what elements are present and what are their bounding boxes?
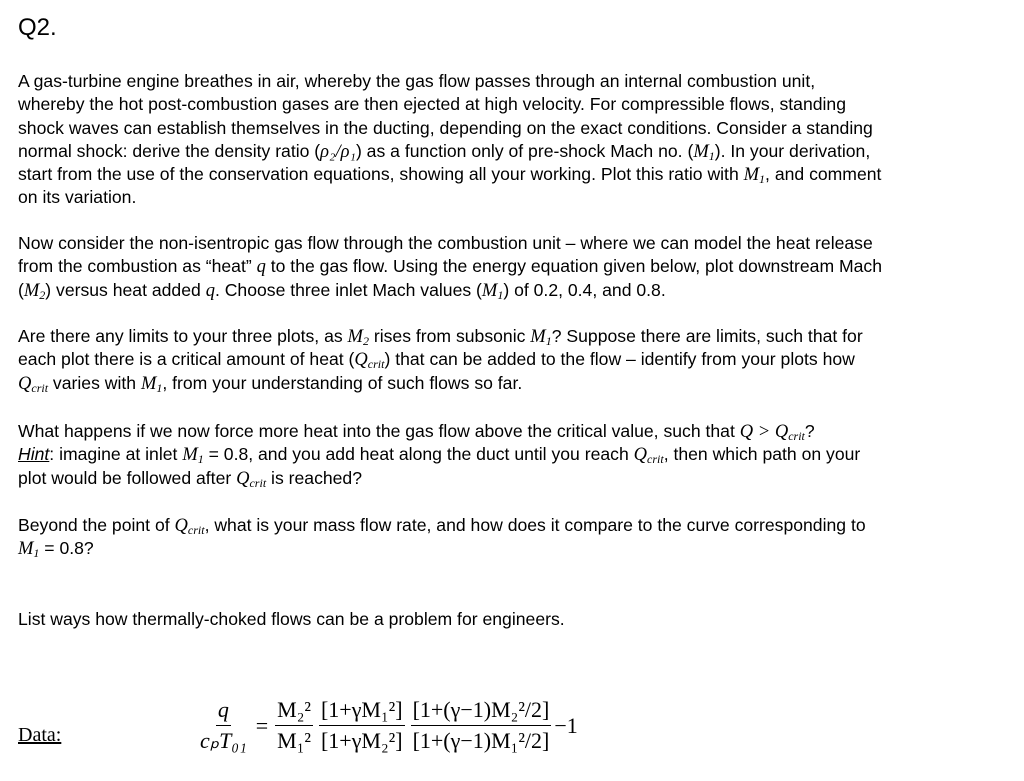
text-run: shock waves can establish themselves in the ducting, depending on the exact conditions. Consider a standing	[18, 117, 873, 138]
math-base: Q	[633, 445, 648, 466]
lhs-numerator: q	[216, 696, 231, 726]
text-run: ). In your derivation,	[714, 140, 871, 161]
math-base: Q	[18, 373, 32, 394]
math-symbol	[320, 142, 356, 162]
momentum-denominator: [1+γM₂²]	[320, 728, 403, 753]
math-symbol	[182, 445, 203, 465]
text-run: List ways how thermally-choked flows can be a problem for engineers.	[18, 609, 565, 629]
text-run: plot would be followed after	[18, 467, 237, 488]
math-base: M	[347, 327, 363, 347]
math-base: M	[182, 445, 198, 466]
math-symbol	[18, 539, 39, 559]
text-run: start from the use of the conservation equations, showing all your working. Plot this ratio with	[18, 164, 744, 185]
text-line	[18, 348, 863, 371]
math-base: Q > Q	[739, 422, 789, 442]
minus-one: −1	[554, 712, 578, 738]
lhs-fraction	[198, 696, 249, 755]
text-run: : imagine at inlet	[49, 444, 183, 465]
math-symbol	[206, 281, 215, 301]
momentum-numerator: [1+γM₁²]	[319, 696, 405, 726]
text-run: ) versus heat added	[45, 279, 206, 300]
text-line	[18, 255, 882, 278]
paragraph	[18, 608, 565, 631]
text-run: on its variation.	[18, 187, 137, 208]
text-run: to the gas flow. Using the energy equation given below, plot downstream Mach	[265, 256, 883, 277]
math-base: Q	[174, 516, 188, 536]
text-line	[18, 372, 863, 395]
text-line	[18, 70, 881, 93]
math-base: Q	[236, 468, 250, 489]
math-subscript: 1	[759, 172, 766, 187]
text-run: ? Suppose there are limits, such that for	[551, 326, 863, 346]
paragraph	[18, 70, 881, 210]
text-run: Are there any limits to your three plots, as	[18, 326, 348, 346]
math-symbol	[18, 374, 48, 394]
math-base: q	[205, 280, 215, 301]
lhs-denominator: cₚT₀₁	[200, 728, 247, 753]
text-run: A gas-turbine engine breathes in air, whereby the gas flow passes through an internal combustion unit,	[18, 71, 816, 91]
math-subscript: crit	[249, 475, 267, 490]
math-base: M	[481, 280, 498, 301]
text-run: is reached?	[266, 467, 363, 488]
text-run: varies with	[48, 372, 141, 393]
text-run: whereby the hot post-combustion gases are then ejected at high velocity. For compressible flows, standing	[18, 94, 846, 115]
mach-ratio-denominator: M₁²	[277, 728, 311, 753]
text-run: ?	[804, 421, 815, 441]
math-subscript: crit	[788, 429, 805, 443]
text-run: , from your understanding of such flows so far.	[162, 372, 523, 393]
text-line	[18, 443, 860, 466]
energy-equation	[195, 696, 578, 755]
math-base: M	[140, 373, 157, 394]
text-run: each plot there is a critical amount of heat (	[18, 349, 355, 370]
math-subscript: 1	[497, 287, 504, 302]
text-run: ) of 0.2, 0.4, and 0.8.	[503, 279, 666, 300]
math-symbol	[141, 374, 162, 394]
math-base: M	[693, 141, 709, 162]
text-run: , what is your mass flow rate, and how does it compare to the curve corresponding to	[204, 515, 866, 535]
math-symbol	[740, 422, 805, 442]
math-symbol	[530, 327, 551, 347]
math-symbol	[175, 516, 205, 536]
text-run: Now consider the non-isentropic gas flow through the combustion unit – where we can model the heat release	[18, 233, 873, 253]
text-run: ) as a function only of pre-shock Mach no. (	[355, 140, 694, 161]
text-line	[18, 117, 881, 140]
math-subscript: 1	[197, 452, 204, 467]
text-run: , then which path on your	[663, 444, 861, 465]
data-label: Data:	[18, 724, 62, 746]
math-symbol	[348, 327, 369, 347]
paragraph	[18, 420, 860, 490]
math-subscript: crit	[187, 523, 205, 537]
math-subscript: crit	[647, 452, 664, 467]
temperature-numerator: [1+(γ−1)M₂²/2]	[411, 696, 552, 726]
math-symbol	[236, 469, 266, 489]
math-subscript: crit	[31, 380, 49, 395]
math-subscript: 1	[545, 334, 552, 348]
text-line	[18, 325, 863, 348]
math-symbol	[257, 257, 266, 277]
math-symbol	[354, 350, 384, 370]
paragraph	[18, 232, 882, 302]
math-base: M	[18, 539, 34, 560]
text-line	[18, 232, 882, 255]
math-symbol	[634, 445, 664, 465]
math-symbol	[482, 281, 503, 301]
text-line	[18, 420, 860, 443]
text-run: ) that can be added to the flow – identify from your plots how	[384, 349, 855, 370]
math-subscript: 2	[362, 334, 369, 348]
math-base: M	[743, 165, 760, 186]
text-line	[18, 93, 881, 116]
text-run: rises from subsonic	[368, 326, 531, 346]
temperature-denominator: [1+(γ−1)M₁²/2]	[412, 728, 550, 753]
text-run: , and comment	[765, 164, 882, 185]
text-line	[18, 186, 881, 209]
question-title: Q2.	[18, 14, 57, 41]
math-base: q	[256, 257, 266, 278]
temperature-fraction	[411, 696, 552, 755]
math-subscript: crit	[367, 357, 385, 372]
math-base: Q	[354, 350, 368, 371]
math-subscript: 1	[33, 546, 40, 561]
math-subscript: 1	[708, 148, 715, 163]
text-line	[18, 140, 881, 163]
momentum-fraction	[319, 696, 405, 755]
math-subscript: 1	[156, 380, 163, 395]
math-symbol	[693, 142, 714, 162]
math-base: ρ₂/ρ₁	[320, 141, 356, 162]
paragraph	[18, 325, 863, 395]
math-base: M	[530, 327, 546, 347]
text-line	[18, 279, 882, 302]
mach-ratio-numerator: M₂²	[275, 696, 313, 726]
text-line	[18, 608, 565, 631]
text-run: = 0.8, and you add heat along the duct until you reach	[203, 444, 634, 465]
text-run: = 0.8?	[39, 538, 94, 559]
text-run: Beyond the point of	[18, 515, 175, 535]
text-run: normal shock: derive the density ratio (	[18, 140, 321, 161]
hint-label: Hint	[18, 444, 50, 465]
text-line	[18, 467, 860, 490]
math-symbol	[24, 281, 45, 301]
text-run: What happens if we now force more heat into the gas flow above the critical value, such that	[18, 421, 740, 441]
text-line	[18, 514, 866, 537]
math-base: M	[23, 280, 40, 301]
text-run: from the combustion as “heat”	[18, 256, 257, 277]
text-line	[18, 163, 881, 186]
text-run: (	[18, 279, 24, 300]
math-symbol	[744, 165, 765, 185]
mach-ratio-fraction	[275, 696, 313, 755]
math-subscript: 2	[39, 287, 46, 302]
equals-sign: =	[255, 712, 269, 738]
text-line	[18, 537, 866, 560]
paragraph	[18, 514, 866, 561]
text-run: . Choose three inlet Mach values (	[214, 279, 482, 300]
